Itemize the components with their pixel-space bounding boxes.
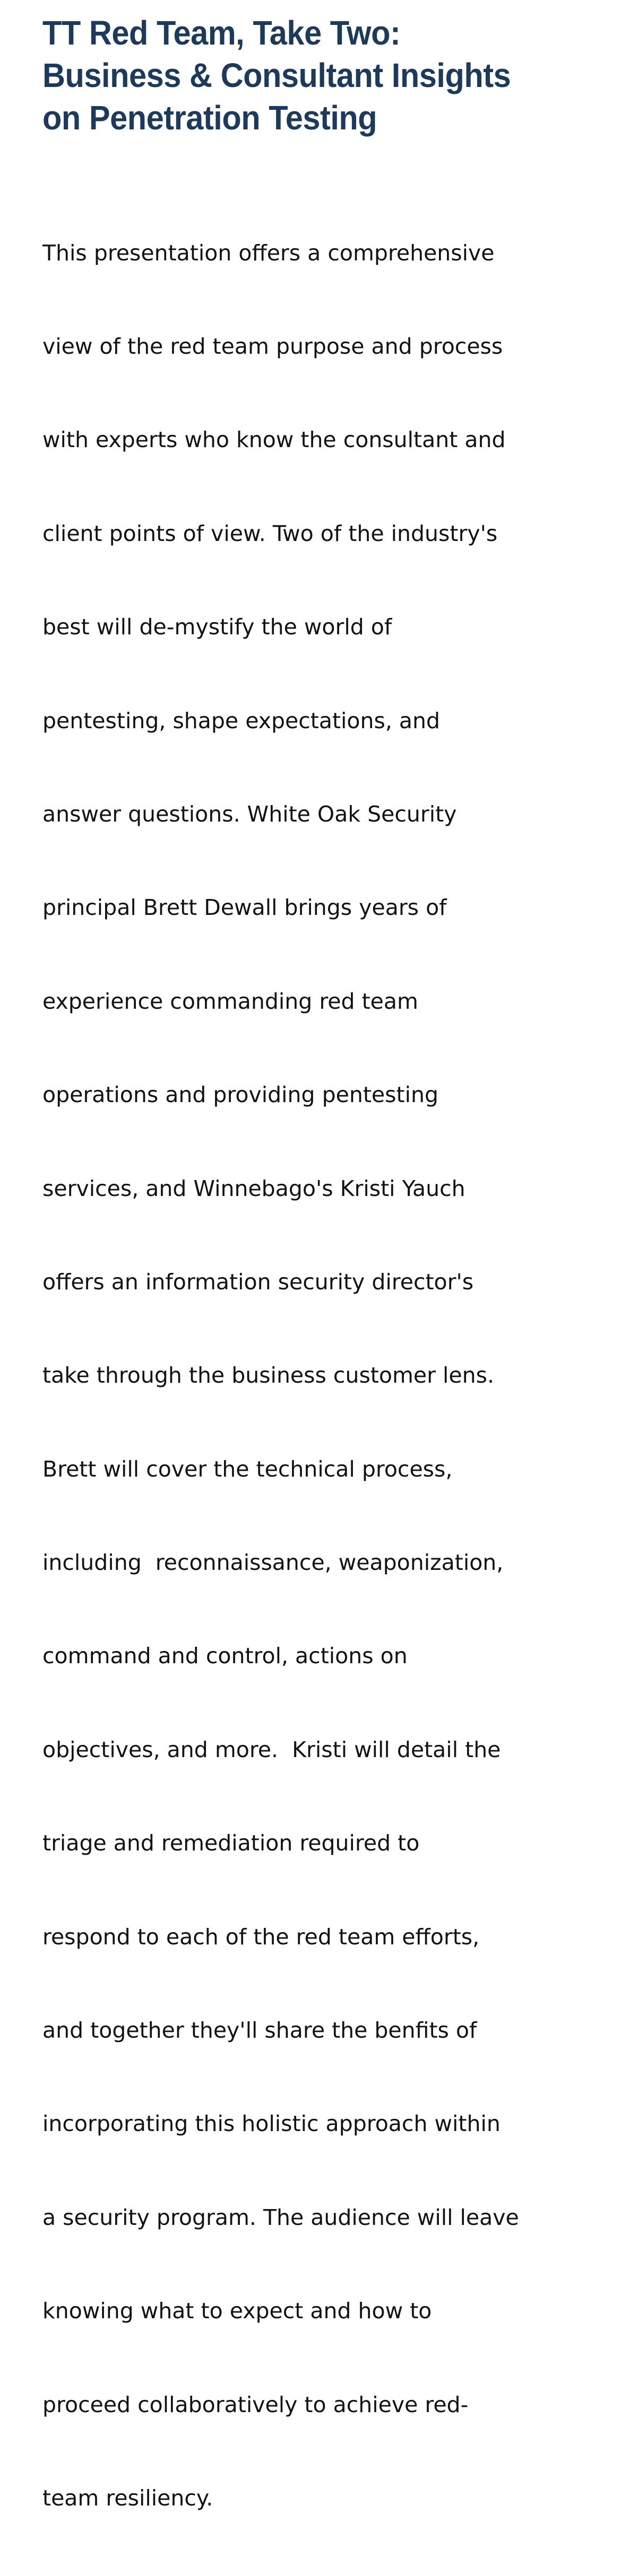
body-line: This presentation offers a comprehensive bbox=[42, 240, 495, 266]
body-line: with experts who know the consultant and bbox=[42, 427, 506, 453]
body-line: a security program. The audience will leave bbox=[42, 2204, 519, 2230]
body-line: pentesting, shape expectations, and bbox=[42, 708, 441, 733]
body-line: triage and remediation required to bbox=[42, 1830, 420, 1856]
body-line: incorporating this holistic approach within bbox=[42, 2111, 501, 2137]
body-line: objectives, and more. Kristi will detail the bbox=[42, 1736, 501, 1762]
article-description bbox=[42, 175, 519, 2576]
body-line: answer questions. White Oak Security bbox=[42, 801, 457, 827]
body-line: team resiliency. bbox=[42, 2485, 213, 2511]
body-line: respond to each of the red team efforts, bbox=[42, 1924, 480, 1950]
body-line: Brett will cover the technical process, bbox=[42, 1456, 453, 1482]
body-line: best will de-mystify the world of bbox=[42, 614, 392, 640]
body-line: principal Brett Dewall brings years of bbox=[42, 895, 447, 921]
title-line: Business & Consultant Insights bbox=[42, 56, 511, 94]
body-line: services, and Winnebago's Kristi Yauch bbox=[42, 1175, 465, 1201]
body-line: view of the red team purpose and process bbox=[42, 333, 503, 359]
body-line: and together they'll share the benfits of bbox=[42, 2018, 477, 2044]
body-line: take through the business customer lens. bbox=[42, 1363, 495, 1389]
body-line: operations and providing pentesting bbox=[42, 1082, 438, 1108]
title-line: on Penetration Testing bbox=[42, 99, 377, 137]
article bbox=[42, 0, 610, 2511]
article-title bbox=[42, 0, 571, 139]
body-line: client points of view. Two of the industry's bbox=[42, 520, 498, 546]
body-line: offers an information security director's bbox=[42, 1269, 474, 1295]
body-line: command and control, actions on bbox=[42, 1643, 408, 1669]
title-line: TT Red Team, Take Two: bbox=[42, 14, 401, 52]
body-line: experience commanding red team bbox=[42, 988, 418, 1014]
body-line: proceed collaboratively to achieve red- bbox=[42, 2391, 469, 2417]
body-line: including reconnaissance, weaponization, bbox=[42, 1550, 504, 1576]
body-line: knowing what to expect and how to bbox=[42, 2298, 432, 2324]
